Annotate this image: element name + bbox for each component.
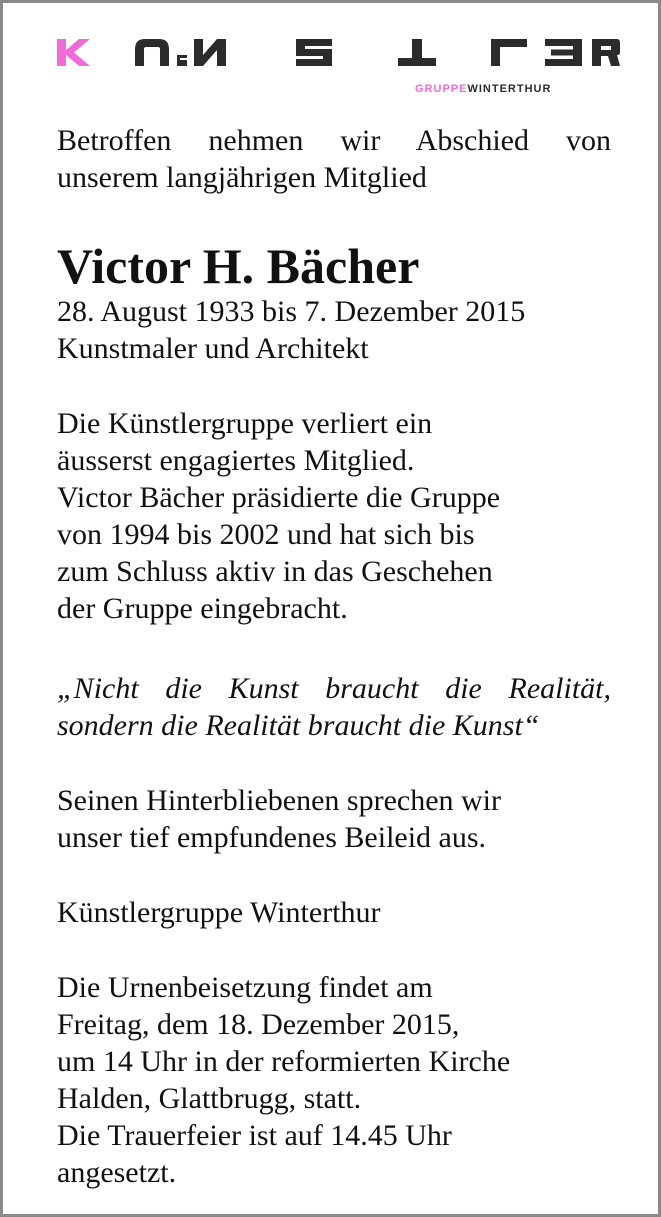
ceremony-line: Freitag, dem 18. Dezember 2015,: [57, 1008, 460, 1041]
signature: Künstlergruppe Winterthur: [57, 896, 381, 929]
tribute-line: Die Künstlergruppe verliert ein: [57, 407, 433, 440]
logo-subtitle: [415, 83, 551, 95]
life-dates: 28. August 1933 bis 7. Dezember 2015: [57, 295, 526, 328]
intro-line-1: Betroffen nehmen wir Abschied von: [57, 124, 611, 157]
ceremony-line: Die Trauerfeier ist auf 14.45 Uhr: [57, 1119, 452, 1152]
deceased-name: Victor H. Bächer: [57, 238, 420, 294]
tribute-line: von 1994 bis 2002 und hat sich bis: [57, 518, 475, 551]
profession: Kunstmaler und Architekt: [57, 332, 369, 365]
logo-sub-gruppe: GRUPPE: [415, 83, 468, 95]
logo-sub-winterthur: WINTERTHUR: [467, 83, 552, 95]
kuenstler-logo-mark: [55, 33, 620, 69]
condolence-line: Seinen Hinterbliebenen sprechen wir: [57, 784, 502, 817]
ceremony-line: angesetzt.: [57, 1156, 177, 1189]
tribute-line: zum Schluss aktiv in das Geschehen: [57, 555, 493, 588]
ceremony-line: Die Urnenbeisetzung findet am: [57, 971, 433, 1004]
intro-line-2: unserem langjährigen Mitglied: [57, 161, 427, 194]
kuenstler-logo: [55, 33, 620, 69]
condolence-line: unser tief empfundenes Beileid aus.: [57, 821, 487, 854]
tribute-line: der Gruppe eingebracht.: [57, 592, 348, 625]
quote-line-2: sondern die Realität braucht die Kunst“: [57, 709, 540, 742]
ceremony-line: um 14 Uhr in der reformierten Kirche: [57, 1045, 511, 1078]
quote-line-1: „Nicht die Kunst braucht die Realität,: [57, 672, 611, 705]
tribute-line: Victor Bächer präsidierte die Gruppe: [57, 481, 501, 514]
tribute-line: äusserst engagiertes Mitglied.: [57, 444, 415, 477]
ceremony-line: Halden, Glattbrugg, statt.: [57, 1082, 362, 1115]
